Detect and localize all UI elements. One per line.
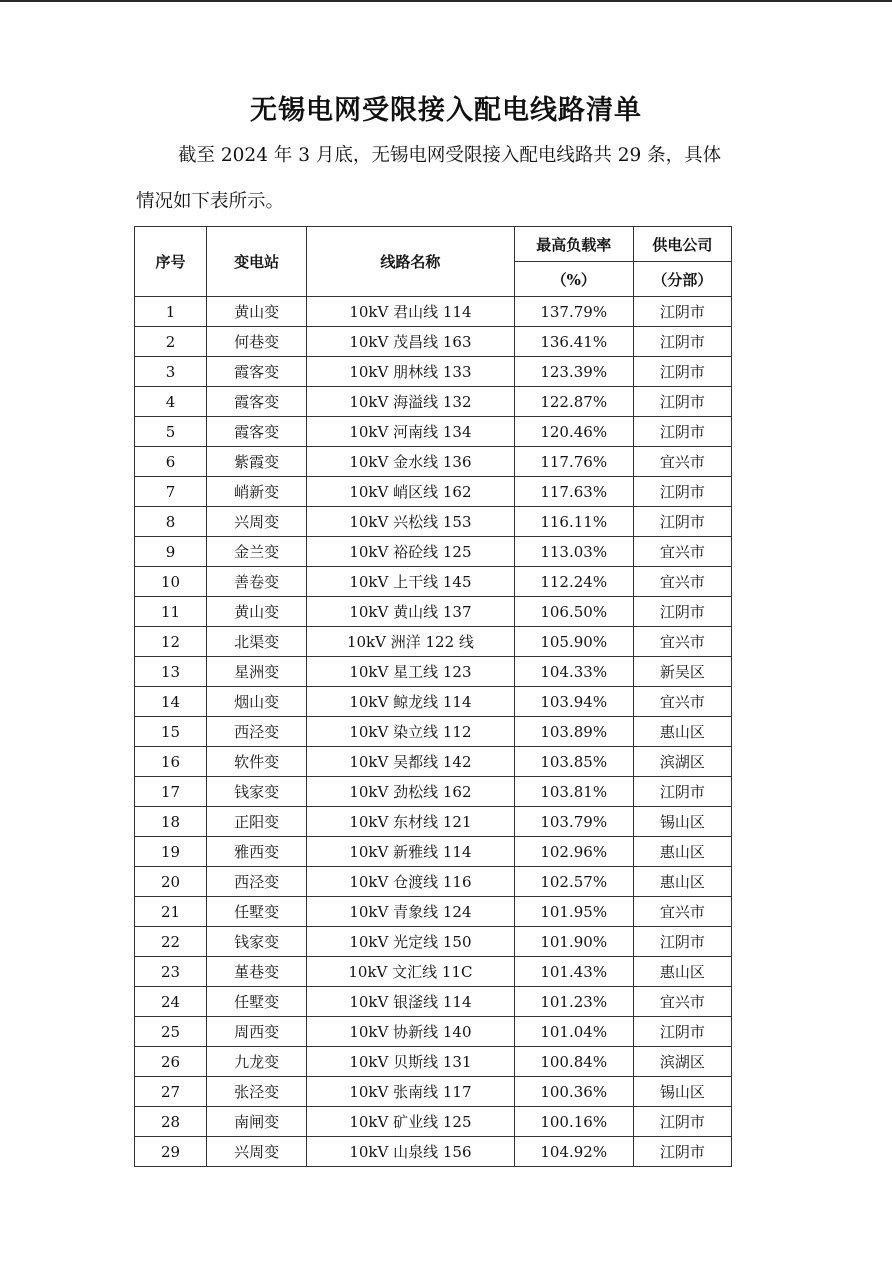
cell-substation: 任墅变 (207, 987, 307, 1017)
cell-seq: 11 (135, 597, 207, 627)
header-max-load-rate: 最高负载率 (514, 227, 633, 262)
cell-company: 新吴区 (633, 657, 731, 687)
cell-line-name: 10kV 协新线 140 (307, 1017, 514, 1047)
cell-line-name: 10kV 新雅线 114 (307, 837, 514, 867)
cell-substation: 软件变 (207, 747, 307, 777)
table-row (135, 897, 732, 927)
cell-substation: 正阳变 (207, 807, 307, 837)
cell-max-load-rate: 105.90% (514, 627, 633, 657)
cell-substation: 钱家变 (207, 777, 307, 807)
cell-substation: 北渠变 (207, 627, 307, 657)
cell-max-load-rate: 116.11% (514, 507, 633, 537)
cell-company: 宜兴市 (633, 987, 731, 1017)
cell-max-load-rate: 101.23% (514, 987, 633, 1017)
cell-line-name: 10kV 兴松线 153 (307, 507, 514, 537)
intro-line-2: 情况如下表所示。 (136, 191, 285, 212)
cell-seq: 7 (135, 477, 207, 507)
cell-max-load-rate: 136.41% (514, 327, 633, 357)
cell-company: 江阴市 (633, 357, 731, 387)
cell-substation: 南闸变 (207, 1107, 307, 1137)
cell-line-name: 10kV 银滏线 114 (307, 987, 514, 1017)
cell-line-name: 10kV 星工线 123 (307, 657, 514, 687)
cell-seq: 5 (135, 417, 207, 447)
cell-line-name: 10kV 洲洋 122 线 (307, 627, 514, 657)
header-substation: 变电站 (207, 227, 307, 297)
cell-substation: 西泾变 (207, 717, 307, 747)
cell-company: 江阴市 (633, 1137, 731, 1167)
cell-company: 江阴市 (633, 1107, 731, 1137)
cell-company: 锡山区 (633, 1077, 731, 1107)
cell-seq: 26 (135, 1047, 207, 1077)
cell-max-load-rate: 113.03% (514, 537, 633, 567)
cell-line-name: 10kV 君山线 114 (307, 297, 514, 327)
table-row (135, 297, 732, 327)
cell-max-load-rate: 103.81% (514, 777, 633, 807)
cell-substation: 西泾变 (207, 867, 307, 897)
cell-substation: 任墅变 (207, 897, 307, 927)
cell-max-load-rate: 100.16% (514, 1107, 633, 1137)
cell-line-name: 10kV 矿业线 125 (307, 1107, 514, 1137)
cell-max-load-rate: 112.24% (514, 567, 633, 597)
cell-seq: 29 (135, 1137, 207, 1167)
table-row (135, 807, 732, 837)
cell-substation: 峭新变 (207, 477, 307, 507)
cell-substation: 黄山变 (207, 597, 307, 627)
cell-max-load-rate: 102.57% (514, 867, 633, 897)
cell-seq: 14 (135, 687, 207, 717)
cell-max-load-rate: 103.79% (514, 807, 633, 837)
cell-seq: 16 (135, 747, 207, 777)
cell-substation: 霞客变 (207, 387, 307, 417)
cell-substation: 兴周变 (207, 1137, 307, 1167)
cell-seq: 18 (135, 807, 207, 837)
cell-seq: 8 (135, 507, 207, 537)
table-row (135, 327, 732, 357)
cell-substation: 金兰变 (207, 537, 307, 567)
table-row (135, 1047, 732, 1077)
table-row (135, 357, 732, 387)
cell-max-load-rate: 106.50% (514, 597, 633, 627)
cell-seq: 20 (135, 867, 207, 897)
table-row (135, 657, 732, 687)
cell-line-name: 10kV 鲸龙线 114 (307, 687, 514, 717)
cell-line-name: 10kV 贝斯线 131 (307, 1047, 514, 1077)
cell-company: 宜兴市 (633, 447, 731, 477)
cell-substation: 星洲变 (207, 657, 307, 687)
cell-company: 江阴市 (633, 327, 731, 357)
table-row (135, 717, 732, 747)
cell-substation: 黄山变 (207, 297, 307, 327)
table-row (135, 957, 732, 987)
cell-substation: 钱家变 (207, 927, 307, 957)
cell-company: 江阴市 (633, 777, 731, 807)
cell-max-load-rate: 104.33% (514, 657, 633, 687)
cell-seq: 25 (135, 1017, 207, 1047)
cell-max-load-rate: 103.85% (514, 747, 633, 777)
table-row (135, 597, 732, 627)
cell-company: 惠山区 (633, 957, 731, 987)
cell-company: 江阴市 (633, 1017, 731, 1047)
cell-max-load-rate: 101.43% (514, 957, 633, 987)
cell-substation: 周西变 (207, 1017, 307, 1047)
cell-line-name: 10kV 张南线 117 (307, 1077, 514, 1107)
cell-seq: 1 (135, 297, 207, 327)
cell-line-name: 10kV 吴都线 142 (307, 747, 514, 777)
table-row (135, 477, 732, 507)
header-company-sub: （分部） (633, 262, 731, 297)
table-row (135, 1137, 732, 1167)
cell-company: 锡山区 (633, 807, 731, 837)
header-seq: 序号 (135, 227, 207, 297)
cell-seq: 9 (135, 537, 207, 567)
table-body (135, 297, 732, 1167)
cell-max-load-rate: 100.36% (514, 1077, 633, 1107)
cell-max-load-rate: 104.92% (514, 1137, 633, 1167)
cell-seq: 10 (135, 567, 207, 597)
cell-company: 江阴市 (633, 927, 731, 957)
cell-line-name: 10kV 海溢线 132 (307, 387, 514, 417)
table-row (135, 987, 732, 1017)
cell-company: 江阴市 (633, 417, 731, 447)
table-row (135, 687, 732, 717)
cell-substation: 烟山变 (207, 687, 307, 717)
cell-company: 江阴市 (633, 297, 731, 327)
cell-seq: 23 (135, 957, 207, 987)
cell-company: 江阴市 (633, 477, 731, 507)
cell-company: 宜兴市 (633, 897, 731, 927)
cell-substation: 霞客变 (207, 357, 307, 387)
cell-line-name: 10kV 仓渡线 116 (307, 867, 514, 897)
cell-line-name: 10kV 光定线 150 (307, 927, 514, 957)
cell-seq: 24 (135, 987, 207, 1017)
table-row (135, 627, 732, 657)
table-row (135, 567, 732, 597)
table-row (135, 927, 732, 957)
cell-max-load-rate: 137.79% (514, 297, 633, 327)
cell-max-load-rate: 102.96% (514, 837, 633, 867)
cell-max-load-rate: 103.89% (514, 717, 633, 747)
cell-seq: 28 (135, 1107, 207, 1137)
table-row (135, 1077, 732, 1107)
table-row (135, 867, 732, 897)
cell-company: 宜兴市 (633, 687, 731, 717)
cell-line-name: 10kV 东材线 121 (307, 807, 514, 837)
cell-line-name: 10kV 文汇线 11C (307, 957, 514, 987)
cell-seq: 21 (135, 897, 207, 927)
intro-line-1: 截至 2024 年 3 月底，无锡电网受限接入配电线路共 29 条，具体 (178, 145, 722, 166)
cell-substation: 善卷变 (207, 567, 307, 597)
cell-max-load-rate: 117.63% (514, 477, 633, 507)
cell-substation: 何巷变 (207, 327, 307, 357)
header-company: 供电公司 (633, 227, 731, 262)
cell-company: 江阴市 (633, 597, 731, 627)
table-row (135, 387, 732, 417)
cell-seq: 22 (135, 927, 207, 957)
cell-seq: 19 (135, 837, 207, 867)
cell-seq: 4 (135, 387, 207, 417)
cell-line-name: 10kV 茂昌线 163 (307, 327, 514, 357)
table-row (135, 837, 732, 867)
cell-seq: 3 (135, 357, 207, 387)
cell-substation: 兴周变 (207, 507, 307, 537)
cell-substation: 紫霞变 (207, 447, 307, 477)
cell-seq: 6 (135, 447, 207, 477)
cell-max-load-rate: 101.04% (514, 1017, 633, 1047)
table-row (135, 1017, 732, 1047)
cell-company: 惠山区 (633, 867, 731, 897)
cell-substation: 堇巷变 (207, 957, 307, 987)
cell-line-name: 10kV 上干线 145 (307, 567, 514, 597)
cell-max-load-rate: 101.95% (514, 897, 633, 927)
table-row (135, 507, 732, 537)
table-row (135, 537, 732, 567)
cell-seq: 15 (135, 717, 207, 747)
cell-company: 宜兴市 (633, 627, 731, 657)
document-title: 无锡电网受限接入配电线路清单 (250, 95, 642, 126)
cell-substation: 雅西变 (207, 837, 307, 867)
cell-line-name: 10kV 黄山线 137 (307, 597, 514, 627)
cell-line-name: 10kV 金水线 136 (307, 447, 514, 477)
cell-company: 宜兴市 (633, 537, 731, 567)
cell-company: 滨湖区 (633, 747, 731, 777)
cell-substation: 九龙变 (207, 1047, 307, 1077)
cell-seq: 2 (135, 327, 207, 357)
cell-company: 江阴市 (633, 507, 731, 537)
cell-max-load-rate: 120.46% (514, 417, 633, 447)
table-row (135, 417, 732, 447)
cell-company: 惠山区 (633, 717, 731, 747)
cell-max-load-rate: 122.87% (514, 387, 633, 417)
cell-seq: 17 (135, 777, 207, 807)
cell-max-load-rate: 101.90% (514, 927, 633, 957)
cell-max-load-rate: 117.76% (514, 447, 633, 477)
table-row (135, 747, 732, 777)
cell-line-name: 10kV 裕砼线 125 (307, 537, 514, 567)
cell-line-name: 10kV 朋林线 133 (307, 357, 514, 387)
table-row (135, 447, 732, 477)
cell-company: 惠山区 (633, 837, 731, 867)
cell-seq: 27 (135, 1077, 207, 1107)
cell-line-name: 10kV 山泉线 156 (307, 1137, 514, 1167)
cell-substation: 霞客变 (207, 417, 307, 447)
cell-line-name: 10kV 峭区线 162 (307, 477, 514, 507)
cell-line-name: 10kV 青象线 124 (307, 897, 514, 927)
cell-company: 滨湖区 (633, 1047, 731, 1077)
cell-max-load-rate: 123.39% (514, 357, 633, 387)
table-row (135, 1107, 732, 1137)
top-border-line (0, 0, 892, 2)
cell-substation: 张泾变 (207, 1077, 307, 1107)
restricted-lines-table (134, 226, 732, 1167)
cell-seq: 13 (135, 657, 207, 687)
cell-max-load-rate: 100.84% (514, 1047, 633, 1077)
cell-company: 宜兴市 (633, 567, 731, 597)
table-row (135, 777, 732, 807)
cell-line-name: 10kV 劲松线 162 (307, 777, 514, 807)
cell-line-name: 10kV 河南线 134 (307, 417, 514, 447)
cell-max-load-rate: 103.94% (514, 687, 633, 717)
table-header-row (135, 227, 732, 262)
cell-company: 江阴市 (633, 387, 731, 417)
header-max-load-rate-unit: （%） (514, 262, 633, 297)
cell-seq: 12 (135, 627, 207, 657)
header-line-name: 线路名称 (307, 227, 514, 297)
cell-line-name: 10kV 染立线 112 (307, 717, 514, 747)
